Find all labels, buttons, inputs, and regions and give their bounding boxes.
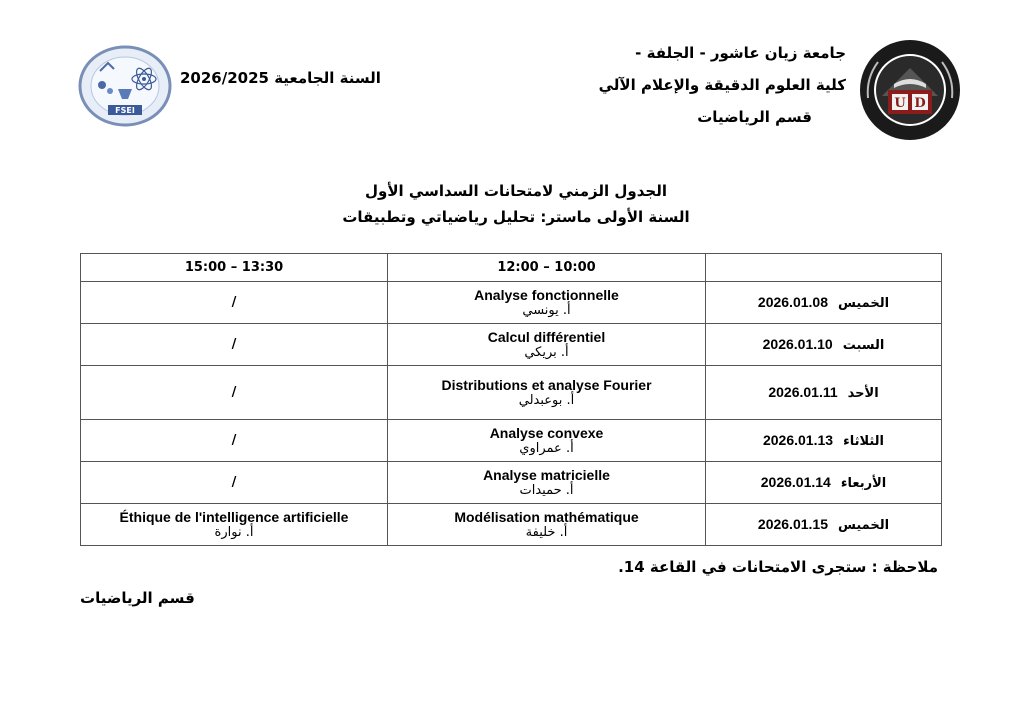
table-row: [81, 462, 942, 504]
afternoon-cell: [81, 504, 388, 546]
professor-name: أ. بوعبدلي: [518, 392, 575, 408]
university-logo: [858, 38, 962, 142]
department-name: قسم الرياضيات: [697, 108, 812, 126]
university-name: جامعة زيان عاشور - الجلفة -: [635, 44, 846, 62]
table-header-row: [81, 254, 942, 282]
table-row: [81, 282, 942, 324]
course-name: Distributions et analyse Fourier: [441, 376, 652, 393]
logo-letter-d: D: [914, 96, 926, 111]
afternoon-cell: /: [81, 462, 388, 504]
exam-date: 2026.01.10: [762, 335, 833, 352]
afternoon-cell: /: [81, 282, 388, 324]
professor-name: أ. نوارة: [214, 524, 254, 540]
day-name: الأربعاء: [840, 475, 887, 491]
day-name: الثلاثاء: [843, 433, 884, 449]
course-name: Calcul différentiel: [487, 328, 606, 345]
morning-cell: [388, 504, 706, 546]
table-row: [81, 504, 942, 546]
page-subtitle: السنة الأولى ماستر: تحليل رياضياتي وتطبيقات: [342, 208, 690, 226]
morning-cell: [388, 420, 706, 462]
faculty-name: كلية العلوم الدقيقة والإعلام الآلي: [598, 76, 846, 94]
day-name: الخميس: [837, 517, 890, 533]
professor-name: أ. بريكي: [524, 344, 569, 360]
day-cell: [706, 462, 942, 504]
exam-schedule-table: [80, 253, 942, 546]
header-day: [706, 254, 942, 282]
faculty-logo: [78, 45, 172, 127]
department-signature: قسم الرياضيات: [80, 589, 195, 607]
morning-cell: [388, 282, 706, 324]
morning-cell: [388, 324, 706, 366]
day-name: الخميس: [837, 295, 890, 311]
page-title: الجدول الزمني لامتحانات السداسي الأول: [365, 182, 667, 200]
exam-date: 2026.01.11: [768, 383, 838, 400]
morning-cell: [388, 462, 706, 504]
morning-cell: [388, 366, 706, 420]
professor-name: أ. خليفة: [525, 524, 568, 540]
exam-date: 2026.01.15: [757, 515, 828, 532]
day-cell: [706, 504, 942, 546]
logo-letter-u: U: [894, 96, 906, 111]
professor-name: أ. حميدات: [519, 482, 574, 498]
academic-year: السنة الجامعية 2026/2025: [180, 69, 381, 87]
course-name: Modélisation mathématique: [454, 508, 639, 525]
course-name: Analyse matricielle: [483, 466, 610, 483]
exam-date: 2026.01.13: [762, 431, 834, 448]
header-afternoon-slot: 15:00 – 13:30: [81, 254, 388, 282]
header-morning-slot: 12:00 – 10:00: [388, 254, 706, 282]
table-row: [81, 324, 942, 366]
faculty-logo-letters: FSEI: [115, 106, 135, 115]
afternoon-cell: /: [81, 420, 388, 462]
exam-date: 2026.01.14: [760, 473, 831, 490]
table-row: [81, 366, 942, 420]
course-name: Éthique de l'intelligence artificielle: [119, 508, 349, 525]
day-name: الأحد: [847, 385, 879, 401]
table-row: [81, 420, 942, 462]
professor-name: أ. يونسي: [522, 302, 571, 318]
exam-room-note: ملاحظة : ستجرى الامتحانات في القاعة 14.: [618, 558, 938, 576]
course-name: Analyse fonctionnelle: [474, 286, 619, 303]
course-name: Analyse convexe: [489, 424, 604, 441]
professor-name: أ. عمراوي: [519, 440, 574, 456]
exam-date: 2026.01.08: [757, 293, 828, 310]
afternoon-cell: /: [81, 324, 388, 366]
day-name: السبت: [842, 337, 885, 353]
day-cell: [706, 324, 942, 366]
afternoon-cell: /: [81, 366, 388, 420]
day-cell: [706, 282, 942, 324]
day-cell: [706, 366, 942, 420]
day-cell: [706, 420, 942, 462]
